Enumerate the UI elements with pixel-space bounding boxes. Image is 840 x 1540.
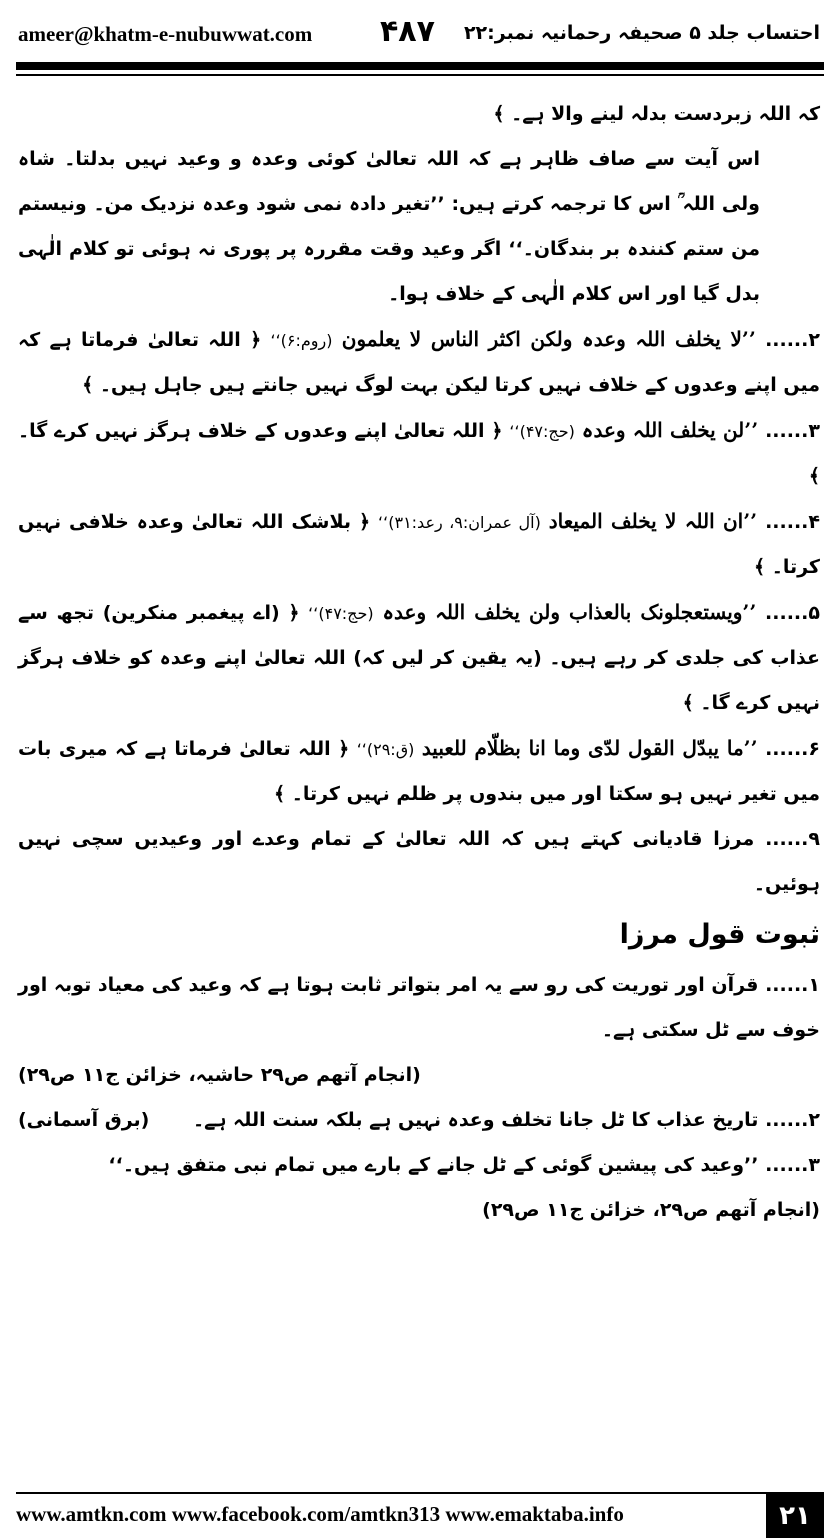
item-2-arabic: ’’لا یخلف اللہ وعدہ ولکن اکثر الناس لا یعلمون bbox=[341, 327, 756, 351]
item-4-number: ۴...... bbox=[765, 511, 821, 533]
footer-page-number: ۲۱ bbox=[766, 1494, 824, 1538]
item-2-number: ۲...... bbox=[765, 329, 820, 351]
evidence-3 bbox=[18, 1143, 820, 1188]
item-9 bbox=[18, 817, 820, 907]
item-4-ref: (آل عمران:۹، رعد:۳۱)‘‘ bbox=[378, 513, 541, 532]
header-page-number: ۴۸۷ bbox=[380, 14, 435, 49]
item-6 bbox=[18, 726, 820, 817]
evidence-2-number: ۲...... bbox=[765, 1109, 820, 1131]
page-body bbox=[18, 92, 820, 1233]
item-3-ref: (حج:۴۷)‘‘ bbox=[509, 422, 575, 441]
paragraph-1: کہ اللہ زبردست بدلہ لینے والا ہے۔ ﴾ bbox=[493, 103, 820, 125]
item-5-text: ﴿ (اے پیغمبر منکرین) تجھ سے عذاب کی جلدی کر رہے ہیں۔ (یہ یقین کر لیں کہ) اللہ تعالیٰ اپنے وعدہ کو خلاف ہرگز نہیں کرے گا۔ ﴾ bbox=[18, 602, 820, 714]
item-2 bbox=[18, 317, 820, 408]
footer-rule bbox=[16, 1492, 824, 1494]
item-2-ref: (روم:۶)‘‘ bbox=[270, 331, 333, 350]
evidence-1-text: قرآن اور توریت کی رو سے یہ امر بتواتر ثابت ہوتا ہے کہ وعید کی معیاد توبہ اور خوف سے ٹل سکتی ہے۔ bbox=[18, 974, 820, 1041]
header-rule-thin bbox=[16, 74, 824, 76]
item-6-text: ﴿ اللہ تعالیٰ فرماتا ہے کہ میری بات میں تغیر نہیں ہو سکتا اور میں بندوں پر ظلم نہیں کرتا۔ ﴾ bbox=[18, 738, 820, 805]
item-9-text: مرزا قادیانی کہتے ہیں کہ اللہ تعالیٰ کے تمام وعدے اور وعیدیں سچی نہیں ہوئیں۔ bbox=[18, 828, 820, 895]
footer-urls: www.amtkn.com www.facebook.com/amtkn313 www.emaktaba.info bbox=[16, 1502, 624, 1526]
item-6-number: ۶...... bbox=[765, 738, 820, 760]
item-5-number: ۵...... bbox=[765, 602, 820, 624]
evidence-1-citation: (انجام آتھم ص۲۹ حاشیہ، خزائن ج۱۱ ص۲۹) bbox=[18, 1064, 421, 1086]
section-heading: ثبوت قول مرزا bbox=[619, 919, 820, 950]
item-4-arabic: ’’ان اللہ لا یخلف المیعاد bbox=[548, 509, 758, 533]
item-4-text: ﴿ بلاشک اللہ تعالیٰ وعدہ خلافی نہیں کرتا۔ ﴾ bbox=[18, 511, 820, 578]
header-email: ameer@khatm-e-nubuwwat.com bbox=[18, 22, 313, 46]
header-volume-title: احتساب جلد ۵ صحیفہ رحمانیہ نمبر:۲۲ bbox=[463, 22, 820, 44]
item-3-number: ۳...... bbox=[765, 420, 820, 442]
evidence-2-citation: (برق آسمانی) bbox=[18, 1109, 150, 1131]
paragraph-2: اس آیت سے صاف ظاہر ہے کہ اللہ تعالیٰ کوئی وعدہ و وعید نہیں بدلتا۔ شاہ ولی اللہ ؒ اس کا ترجمہ کرتے ہیں: ’’تغیر دادہ نمی شود وعدہ نزدیک من۔ ونیستم من ستم کنندہ بر بندگان۔‘‘ اگر وعید وقت مقررہ پر پوری نہ ہوئی تو کلام الٰہی بدل گیا اور اس کلام الٰہی کے خلاف ہوا۔ bbox=[18, 148, 760, 305]
item-5-arabic: ’’ویستعجلونک بالعذاب ولن یخلف اللہ وعدہ bbox=[382, 600, 757, 624]
evidence-1-number: ۱...... bbox=[765, 974, 820, 996]
item-5-ref: (حج:۴۷)‘‘ bbox=[308, 604, 374, 623]
header-rule-thick bbox=[16, 62, 824, 70]
footer bbox=[16, 1498, 824, 1534]
evidence-1 bbox=[18, 963, 820, 1053]
evidence-3-number: ۳...... bbox=[765, 1154, 820, 1176]
item-6-arabic: ’’ما یبدّل القول لدّی وما انا بظلّام للعبید bbox=[421, 736, 758, 760]
item-4 bbox=[18, 499, 820, 590]
evidence-2 bbox=[18, 1098, 820, 1143]
item-9-number: ۹...... bbox=[765, 828, 820, 850]
item-6-ref: (ق:۲۹)‘‘ bbox=[356, 740, 415, 759]
item-3-arabic: ’’لن یخلف اللہ وعدہ bbox=[581, 418, 759, 442]
item-5 bbox=[18, 590, 820, 726]
item-2-text: ﴿ اللہ تعالیٰ فرماتا ہے کہ میں اپنے وعدوں کے خلاف نہیں کرتا لیکن بہت لوگ نہیں جانتے ہیں جاہل ہیں۔ ﴾ bbox=[18, 329, 820, 396]
item-3 bbox=[18, 408, 820, 499]
evidence-3-citation: (انجام آتھم ص۲۹، خزائن ج۱۱ ص۲۹) bbox=[482, 1199, 820, 1221]
evidence-3-text: ’’وعید کی پیشین گوئی کے ٹل جانے کے بارے میں تمام نبی متفق ہیں۔‘‘ bbox=[108, 1154, 759, 1176]
item-3-text: ﴿ اللہ تعالیٰ اپنے وعدوں کے خلاف ہرگز نہیں کرے گا۔ ﴾ bbox=[18, 420, 820, 487]
evidence-2-text: تاریخ عذاب کا ٹل جانا تخلف وعدہ نہیں ہے بلکہ سنت اللہ ہے۔ bbox=[193, 1109, 759, 1131]
